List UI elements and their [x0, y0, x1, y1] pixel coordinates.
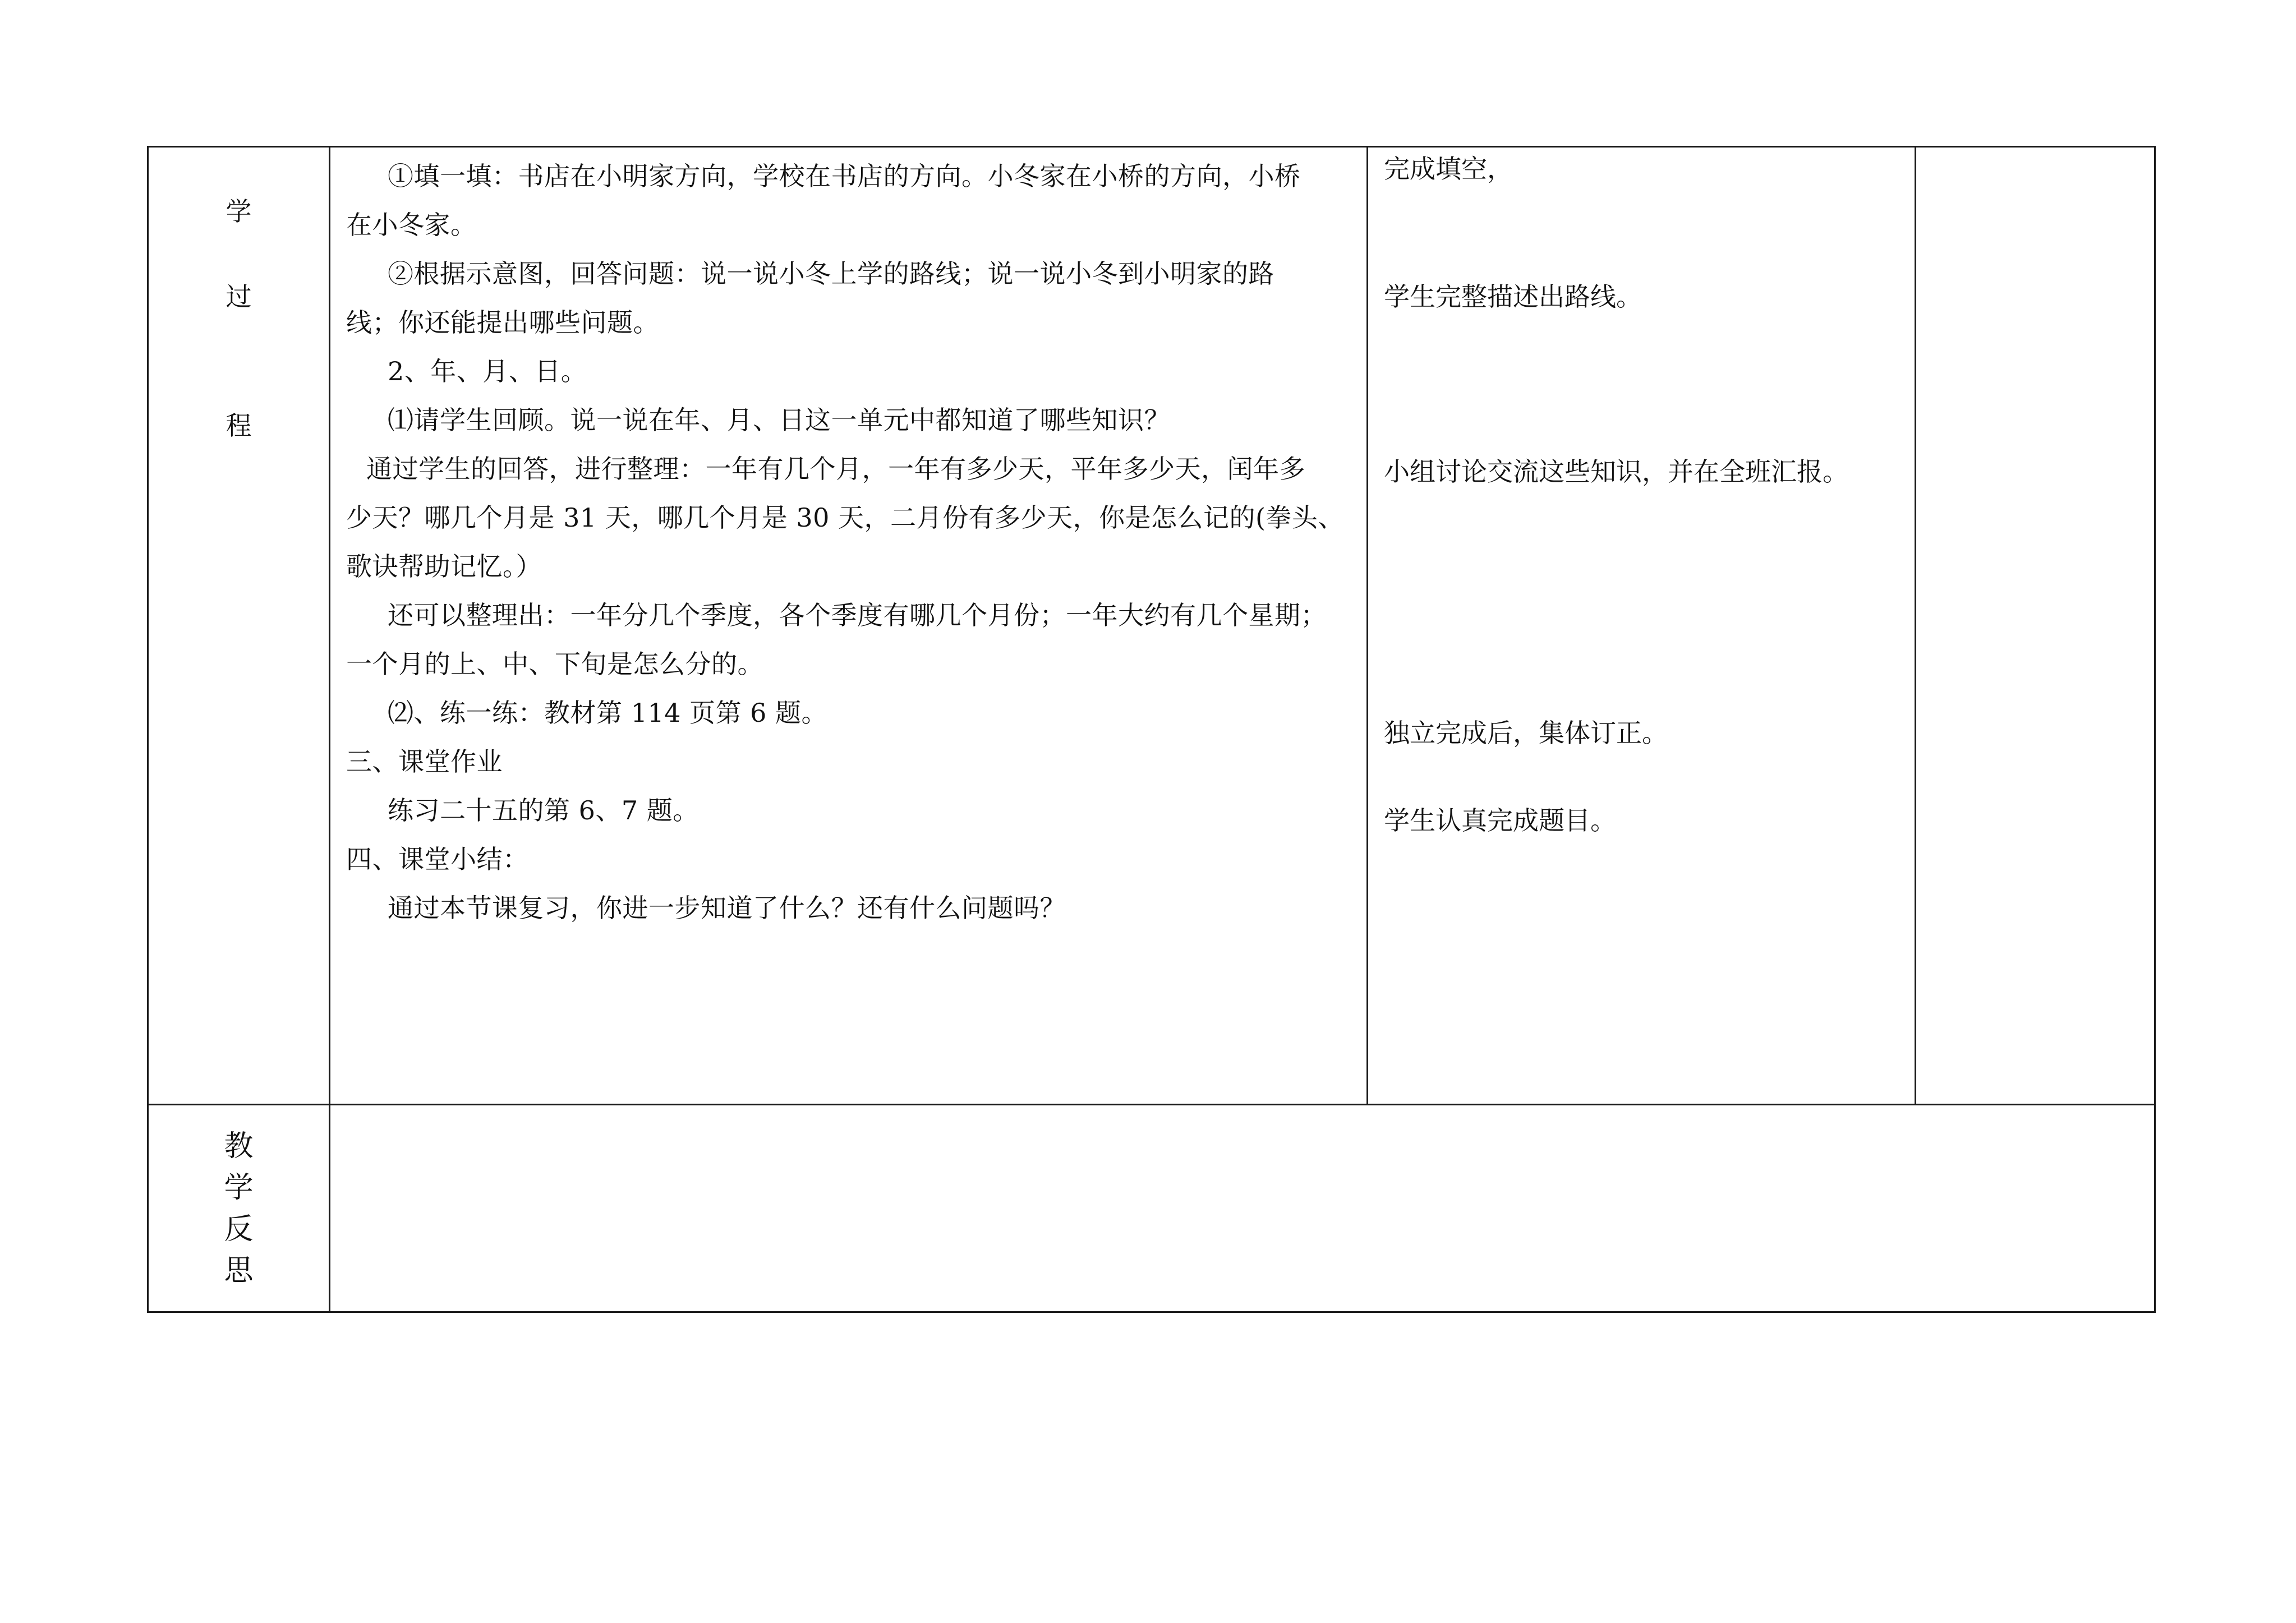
- content-line: 一个月的上、中、下旬是怎么分的。: [346, 649, 763, 679]
- student-activity-cell: [1368, 147, 1916, 1105]
- student-activity: 学生认真完成题目。: [1384, 805, 1616, 836]
- reflection-label-cell: [148, 1105, 330, 1312]
- process-label-char-1: 学: [226, 196, 252, 227]
- process-content-lines: [330, 147, 1366, 933]
- content-line: ①填一填：书店在小明家方向，学校在书店的方向。小冬家在小桥的方向，小桥: [388, 161, 1301, 191]
- process-row: [148, 147, 2155, 1105]
- student-activity: 完成填空，: [1384, 154, 1513, 184]
- content-line: 四、课堂小结：: [346, 844, 529, 874]
- content-line: 线；你还能提出哪些问题。: [346, 307, 659, 338]
- process-label-char-2: 过: [226, 282, 252, 312]
- reflection-label-char-1: 教: [224, 1129, 254, 1163]
- reflection-label-char-2: 学: [224, 1170, 254, 1205]
- process-content-cell: [330, 147, 1368, 1105]
- student-activity: 小组讨论交流这些知识，并在全班汇报。: [1384, 457, 1848, 487]
- lesson-plan-sheet: [147, 146, 2154, 1312]
- content-line: 歌诀帮助记忆。）: [346, 551, 542, 582]
- content-line: 还可以整理出：一年分几个季度，各个季度有哪几个月份；一年大约有几个星期；: [388, 600, 1327, 630]
- content-line: 少天？哪几个月是 31 天，哪几个月是 30 天，二月份有多少天，你是怎么记的(拳头、: [346, 502, 1345, 533]
- notes-cell: [1916, 147, 2155, 1105]
- student-activity: 学生完整描述出路线。: [1384, 282, 1642, 312]
- content-line: 通过学生的回答，进行整理：一年有几个月，一年有多少天，平年多少天，闰年多: [366, 454, 1305, 484]
- content-line: 2、年、月、日。: [388, 356, 587, 386]
- content-line: 三、课堂作业: [346, 746, 503, 777]
- reflection-row: [148, 1105, 2155, 1312]
- reflection-content-cell: [330, 1105, 2155, 1312]
- reflection-label-char-3: 反: [224, 1212, 254, 1246]
- content-line: 练习二十五的第 6、7 题。: [388, 795, 699, 826]
- reflection-label-char-4: 思: [224, 1253, 254, 1288]
- content-line: ⑵、练一练：教材第 114 页第 6 题。: [388, 698, 828, 728]
- content-line: ⑴请学生回顾。说一说在年、月、日这一单元中都知道了哪些知识？: [388, 405, 1170, 435]
- process-label-cell: [148, 147, 330, 1105]
- process-label-char-3: 程: [226, 411, 252, 441]
- student-activity: 独立完成后，集体订正。: [1384, 718, 1668, 748]
- lesson-plan-table: [147, 146, 2156, 1313]
- content-line: 在小冬家。: [346, 210, 477, 240]
- content-line: ②根据示意图，回答问题：说一说小冬上学的路线；说一说小冬到小明家的路: [388, 259, 1274, 289]
- content-line: 通过本节课复习，你进一步知道了什么？还有什么问题吗？: [388, 893, 1066, 923]
